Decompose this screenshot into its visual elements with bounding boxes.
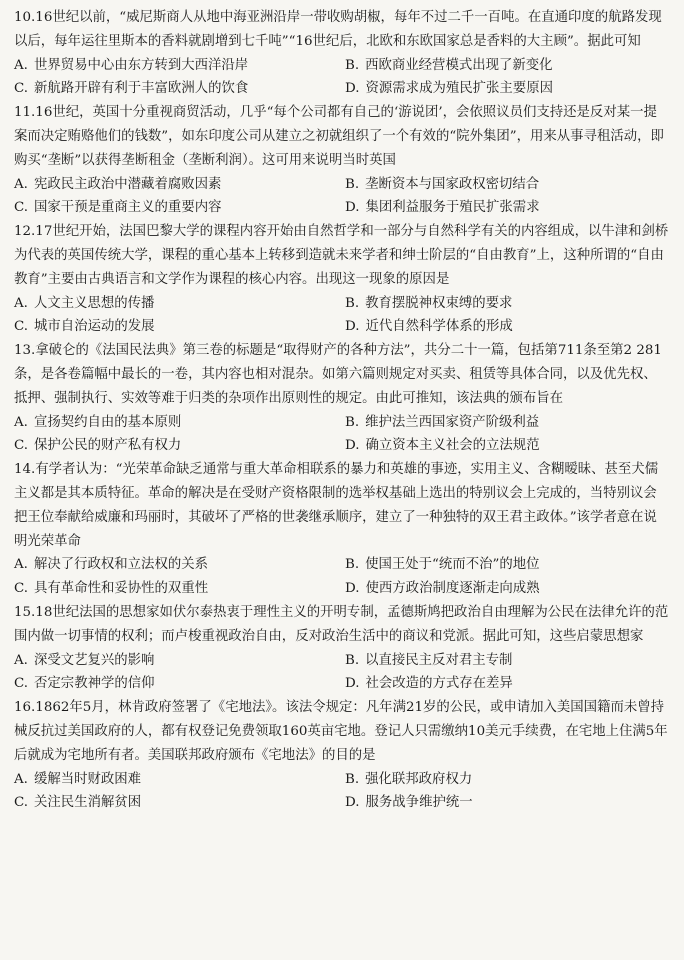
question-stem: 10.16世纪以前，“威尼斯商人从地中海亚洲沿岸一带收购胡椒，每年不过二千一百吨。在直通印度的航路发现以后，每年运往里斯本的香料就剧增到七千吨”“16世纪后，北欧和东欧国家总是香料的大主顾”。据此可知 — [14, 10, 662, 49]
options — [14, 292, 670, 340]
option-label: D. — [345, 438, 360, 454]
option-text: 新航路开辟有利于丰富欧洲人的饮食 — [34, 81, 249, 97]
option-c — [14, 196, 339, 220]
question-stem: 15.18世纪法国的思想家如伏尔泰热衷于理性主义的开明专制，孟德斯鸠把政治自由理解为公民在法律允许的范围内做一切事情的权利；而卢梭重视政治自由，反对政治生活中的商议和党派。据此可知，这些启蒙思想家 — [14, 604, 669, 644]
option-b — [345, 649, 670, 673]
options — [14, 54, 670, 102]
question-stem: 12.17世纪开始，法国巴黎大学的课程内容开始由自然哲学和一部分与自然科学有关的内容组成，以牛津和剑桥为代表的英国传统大学，课程的重心基本上转移到造就未来学者和绅士阶层的“自由教育”上，这种所谓的“自由教育”主要由古典语言和文学作为课程的核心内容。出现这一现象的原因是 — [14, 224, 669, 287]
option-b — [345, 411, 670, 435]
question-12 — [14, 220, 670, 339]
option-text: 深受文艺复兴的影响 — [33, 652, 155, 668]
question-14 — [14, 458, 670, 601]
option-text: 西欧商业经营模式出现了新变化 — [365, 57, 553, 73]
option-text: 社会改造的方式存在差异 — [365, 676, 513, 692]
option-label: C. — [14, 319, 29, 335]
option-label: B. — [345, 295, 360, 311]
option-c — [14, 791, 339, 815]
option-text: 垄断资本与国家政权密切结合 — [365, 176, 540, 192]
option-text: 解决了行政权和立法权的关系 — [33, 557, 209, 573]
option-d — [345, 434, 670, 458]
option-text: 保护公民的财产私有权力 — [34, 438, 182, 454]
option-text: 国家干预是重商主义的重要内容 — [34, 200, 222, 216]
option-b — [345, 54, 670, 78]
option-label: D. — [345, 81, 360, 97]
question-stem: 11.16世纪，英国十分重视商贸活动，几乎“每个公司都有自己的‘游说团’，会依照议员们支持还是反对某一提案而决定贿赂他们的钱数”，如东印度公司从建立之初就组织了一个有效的“院外集团”，用来从事寻租活动，即购买“垄断”以获得垄断租金（垄断利润）。这可用来说明当时英国 — [14, 105, 664, 168]
option-text: 强化联邦政府权力 — [365, 771, 473, 787]
option-label: B. — [345, 771, 360, 787]
option-label: A. — [14, 652, 28, 668]
option-label: A. — [14, 176, 28, 192]
option-d — [345, 791, 670, 815]
option-label: A. — [14, 557, 28, 573]
option-text: 缓解当时财政困难 — [33, 771, 142, 787]
option-label: C. — [14, 676, 29, 692]
option-label: C. — [14, 581, 29, 597]
option-c — [14, 672, 339, 696]
option-label: B. — [345, 557, 360, 573]
option-label: A. — [14, 771, 28, 787]
question-stem: 16.1862年5月，林肯政府签署了《宅地法》。该法令规定：凡年满21岁的公民，或申请加入美国国籍而未曾持械反抗过美国政府的人，都有权登记免费领取160英亩宅地。登记人只需缴纳10美元手续费，在宅地上住满5年后就成为宅地所有者。美国联邦政府颁布《宅地法》的目的是 — [14, 700, 668, 763]
question-16 — [14, 696, 670, 815]
option-d — [345, 77, 670, 101]
option-label: B. — [345, 57, 360, 73]
question-15 — [14, 601, 670, 696]
option-text: 教育摆脱神权束缚的要求 — [365, 295, 513, 311]
option-label: A. — [14, 295, 28, 311]
option-label: C. — [14, 795, 29, 811]
option-text: 使国王处于“统而不治”的地位 — [365, 557, 540, 573]
option-d — [345, 196, 670, 220]
option-text: 使西方政治制度逐渐走向成熟 — [365, 581, 540, 597]
question-stem: 14.有学者认为：“光荣革命缺乏通常与重大革命相联系的暴力和英雄的事迹，实用主义、含糊暧昧、甚至犬儒主义都是其本质特征。革命的解决是在受财产资格限制的选举权基础上选出的特别议会上完成的，当特别议会把王位奉献给威廉和玛丽时，其破坏了严格的世袭继承顺序，建立了一种独特的双王君主政体。”该学者意在说明光荣革命 — [14, 462, 659, 549]
option-b — [345, 553, 670, 577]
option-text: 城市自治运动的发展 — [34, 319, 155, 335]
option-label: D. — [345, 200, 360, 216]
question-stem: 13.拿破仑的《法国民法典》第三卷的标题是“取得财产的各种方法”，共分二十一篇，包括第711条至第2 281条，是各卷篇幅中最长的一卷，其内容也相对混杂。如第六篇则规定对买卖、租赁等具体合同，以及优先权、抵押、强制执行、实效等难于归类的杂项作出原则性的规定。由此可推知，该法典的颁布旨在 — [14, 343, 662, 406]
option-label: B. — [345, 652, 360, 668]
option-label: B. — [345, 414, 360, 430]
option-text: 世界贸易中心由东方转到大西洋沿岸 — [33, 57, 249, 73]
option-label: C. — [14, 438, 29, 454]
question-11 — [14, 101, 670, 220]
option-a — [14, 649, 339, 673]
option-b — [345, 292, 670, 316]
option-label: C. — [14, 81, 29, 97]
option-a — [14, 768, 339, 792]
options — [14, 173, 670, 221]
option-label: D. — [345, 676, 360, 692]
option-b — [345, 768, 670, 792]
option-c — [14, 434, 339, 458]
options — [14, 411, 670, 459]
option-d — [345, 672, 670, 696]
option-label: A. — [14, 57, 28, 73]
option-text: 近代自然科学体系的形成 — [365, 319, 513, 335]
option-text: 确立资本主义社会的立法规范 — [365, 438, 540, 454]
question-10 — [14, 6, 670, 101]
option-label: B. — [345, 176, 360, 192]
option-text: 宣扬契约自由的基本原则 — [33, 414, 182, 430]
options — [14, 649, 670, 697]
option-d — [345, 577, 670, 601]
option-text: 人文主义思想的传播 — [33, 295, 155, 311]
option-text: 否定宗教神学的信仰 — [34, 676, 155, 692]
option-a — [14, 173, 339, 197]
question-13 — [14, 339, 670, 458]
option-label: C. — [14, 200, 29, 216]
option-a — [14, 292, 339, 316]
option-label: A. — [14, 414, 28, 430]
option-text: 资源需求成为殖民扩张主要原因 — [365, 81, 553, 97]
option-a — [14, 54, 339, 78]
option-text: 宪政民主政治中潜藏着腐败因素 — [33, 176, 222, 192]
option-a — [14, 553, 339, 577]
option-c — [14, 77, 339, 101]
option-label: D. — [345, 795, 360, 811]
option-label: D. — [345, 319, 360, 335]
option-c — [14, 315, 339, 339]
option-text: 集团利益服务于殖民扩张需求 — [365, 200, 540, 216]
option-a — [14, 411, 339, 435]
option-label: D. — [345, 581, 360, 597]
option-b — [345, 173, 670, 197]
option-text: 维护法兰西国家资产阶级利益 — [365, 414, 540, 430]
option-text: 以直接民主反对君主专制 — [365, 652, 513, 668]
options — [14, 768, 670, 816]
option-text: 具有革命性和妥协性的双重性 — [34, 581, 209, 597]
option-c — [14, 577, 339, 601]
option-text: 服务战争维护统一 — [365, 795, 473, 811]
option-d — [345, 315, 670, 339]
options — [14, 553, 670, 601]
option-text: 关注民生消解贫困 — [34, 795, 142, 811]
